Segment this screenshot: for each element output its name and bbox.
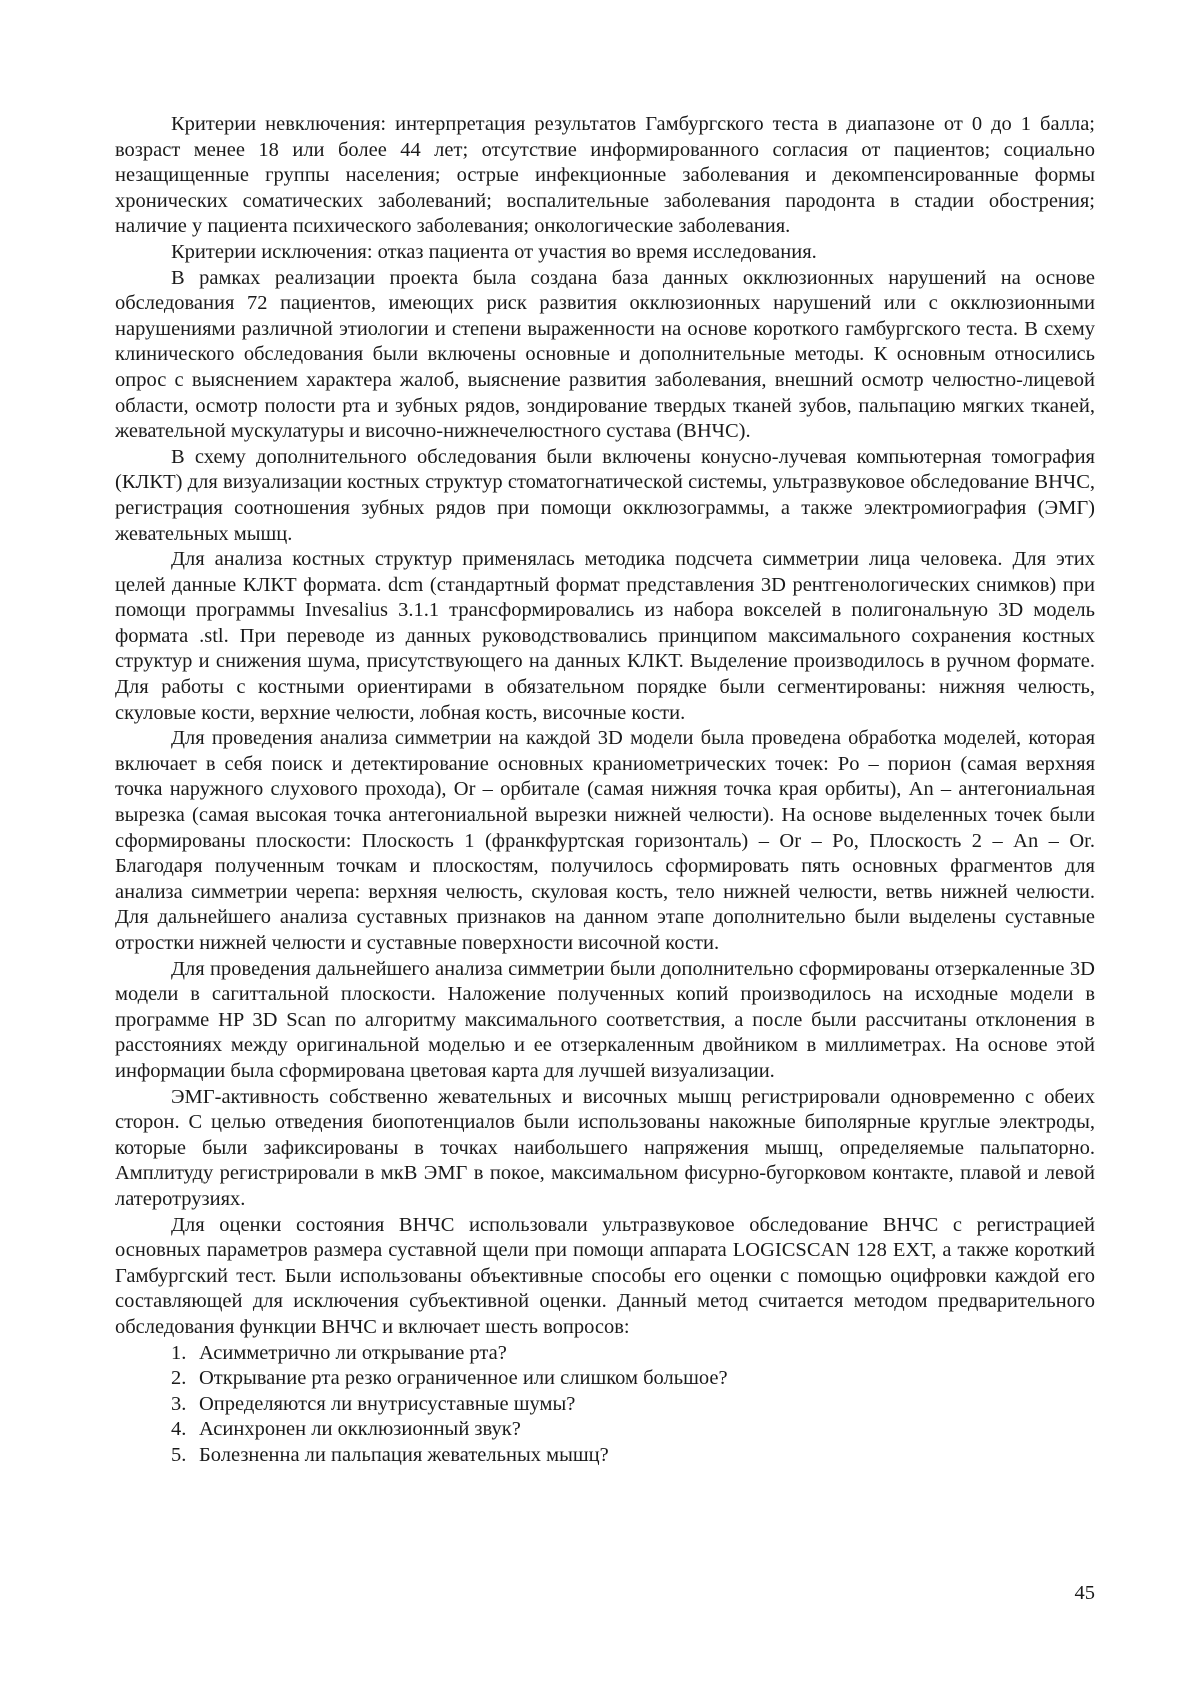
paragraph-project-database: В рамках реализации проекта была создана база данных окклюзионных нарушений на основе обследования 72 пациентов, имеющих риск развития окклюзионных нарушений или с окклюзионными нарушениями различной этиологии и степени выраженности на основе короткого гамбургского теста. В схему клинического обследования были включены основные и дополнительные методы. К основным относились опрос с выяснением характера жалоб, выяснение развития заболевания, внешний осмотр челюстно-лицевой области, осмотр полости рта и зубных рядов, зондирование твердых тканей зубов, пальпацию мягких тканей, жевательной мускулатуры и височно-нижнечелюстного сустава (ВНЧС).: [115, 266, 1095, 443]
page-number: 45: [1074, 1582, 1095, 1604]
list-item-number: 3.: [171, 1392, 187, 1415]
paragraph-additional-exam: В схему дополнительного обследования были включены конусно-лучевая компьютерная томография (КЛКТ) для визуализации костных структур стоматогнатической системы, ультразвуковое обследование ВНЧС, регистрация соотношения зубных рядов при помощи окклюзограммы, а также электромиография (ЭМГ) жевательных мышц.: [115, 445, 1095, 545]
list-item-text: Открывание рта резко ограниченное или слишком большое?: [199, 1367, 728, 1390]
list-item: [115, 1443, 1095, 1469]
list-item: [115, 1417, 1095, 1443]
list-item-number: 2.: [171, 1367, 187, 1390]
paragraph-exclusion-criteria-none: Критерии невключения: интерпретация результатов Гамбургского теста в диапазоне от 0 до 1 балла; возраст менее 18 или более 44 лет; отсутствие информированного согласия от пациентов; социально незащищенные группы населения; острые инфекционные заболевания и декомпенсированные формы хронических соматических заболеваний; воспалительные заболевания пародонта в стадии обострения; наличие у пациента психического заболевания; онкологические заболевания.: [115, 113, 1095, 238]
list-item-text: Определяются ли внутрисуставные шумы?: [199, 1392, 576, 1415]
paragraph-tmj-assessment: Для оценки состояния ВНЧС использовали ультразвуковое обследование ВНЧС с регистрацией основных параметров размера суставной щели при помощи аппарата LOGICSCAN 128 EXT, а также короткий Гамбургский тест. Были использованы объективные способы его оценки с помощью оцифровки каждой его составляющей для исключения субъективной оценки. Данный метод считается методом предварительного обследования функции ВНЧС и включает шесть вопросов:: [115, 1213, 1095, 1338]
questions-list: [115, 1341, 1095, 1469]
page-body: [115, 112, 1095, 1468]
list-item: [115, 1341, 1095, 1367]
paragraph-bone-analysis: Для анализа костных структур применялась методика подсчета симметрии лица человека. Для этих целей данные КЛКТ формата. dcm (стандартный формат представления 3D рентгенологических снимков) при помощи программы Invesalius 3.1.1 трансформировались из набора вокселей в полигональную 3D модель формата .stl. При переводе из данных руководствовались принципом максимального сохранения костных структур и снижения шума, присутствующего на данных КЛКТ. Выделение производилось в ручном формате. Для работы с костными ориентирами в обязательном порядке были сегментированы: нижняя челюсть, скуловые кости, верхние челюсти, лобная кость, височные кости.: [115, 548, 1095, 724]
paragraph-exclusion-criteria: Критерии исключения: отказ пациента от участия во время исследования.: [171, 240, 817, 263]
paragraph-emg: ЭМГ-активность собственно жевательных и височных мышц регистрировали одновременно с обеих сторон. С целью отведения биопотенциалов были использованы накожные биполярные круглые электроды, которые были зафиксированы в точках наибольшего напряжения мышц, определяемые пальпаторно. Амплитуду регистрировали в мкВ ЭМГ в покое, максимальном фисурно-бугорковом контакте, плавой и левой латеротрузиях.: [115, 1085, 1095, 1210]
paragraph-symmetry-analysis: Для проведения анализа симметрии на каждой 3D модели была проведена обработка моделей, которая включает в себя поиск и детектирование основных краниометрических точек: Po – порион (самая верхняя точка наружного слухового прохода), Or – орбитале (самая нижняя точка края орбиты), An – антегониальная вырезка (самая высокая точка антегониальной вырезки нижней челюсти). На основе выделенных точек были сформированы плоскости: Плоскость 1 (франкфуртская горизонталь) – Or – Po, Плоскость 2 – An – Or. Благодаря полученным точкам и плоскостям, получилось сформировать пять основных фрагментов для анализа симметрии черепа: верхняя челюсть, скуловая кость, тело нижней челюсти, ветвь нижней челюсти. Для дальнейшего анализа суставных признаков на данном этапе дополнительно были выделены суставные отростки нижней челюсти и суставные поверхности височной кости.: [115, 727, 1095, 954]
list-item-text: Асимметрично ли открывание рта?: [199, 1341, 507, 1364]
list-item: [115, 1366, 1095, 1392]
paragraph-mirrored-models: Для проведения дальнейшего анализа симметрии были дополнительно сформированы отзеркаленные 3D модели в сагиттальной плоскости. Наложение полученных копий производилось на исходные модели в программе HP 3D Scan по алгоритму максимального соответствия, а после были рассчитаны отклонения в расстояниях между оригинальной моделью и ее отзеркаленным двойником в миллиметрах. На основе этой информации была сформирована цветовая карта для лучшей визуализации.: [115, 957, 1095, 1082]
list-item: [115, 1392, 1095, 1418]
list-item-number: 5.: [171, 1443, 187, 1466]
list-item-number: 1.: [171, 1341, 187, 1364]
list-item-text: Асинхронен ли окклюзионный звук?: [199, 1418, 521, 1441]
list-item-number: 4.: [171, 1418, 187, 1441]
list-item-text: Болезненна ли пальпация жевательных мышц?: [199, 1443, 609, 1466]
